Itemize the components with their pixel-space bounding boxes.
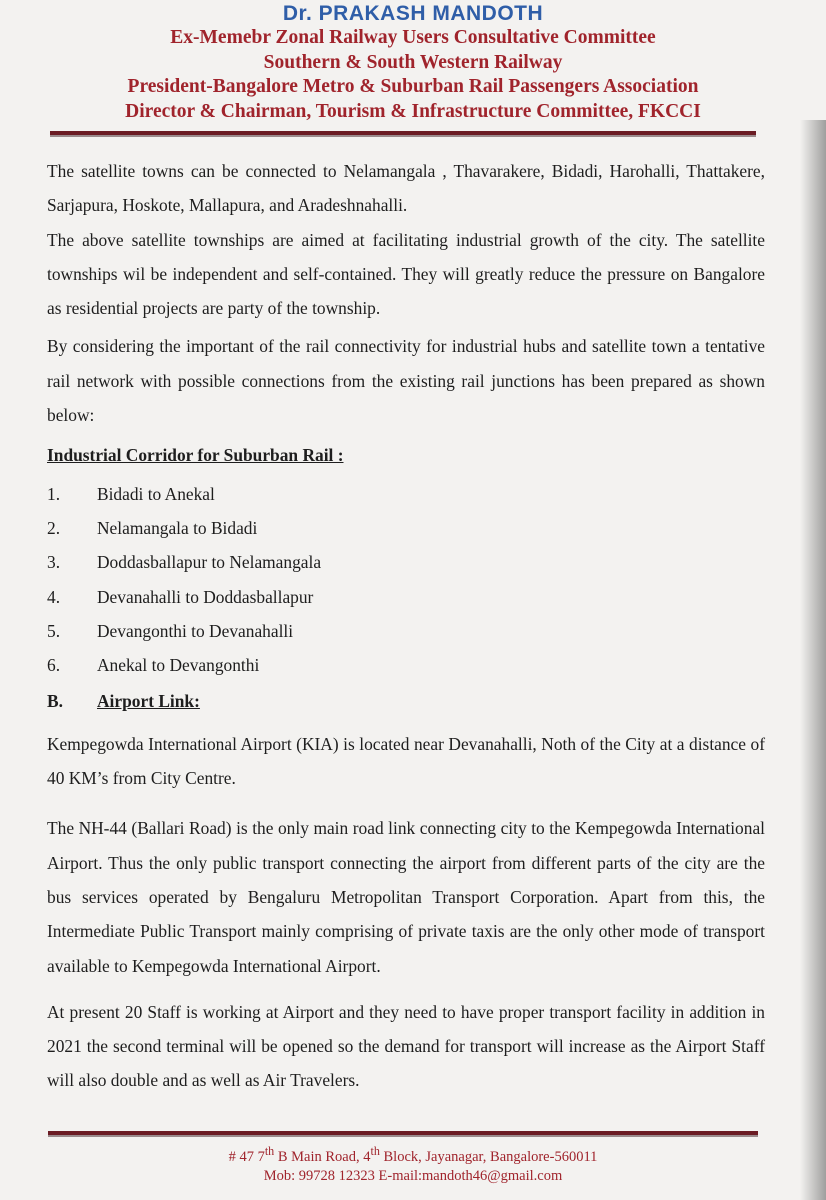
footer-address [0,1142,826,1167]
list-item [47,477,765,511]
letterhead-line-4: Director & Chairman, Tourism & Infrastructure Committee, FKCCI [125,100,701,122]
heading-industrial-corridor: Industrial Corridor for Suburban Rail : [47,445,344,466]
list-item [47,545,765,579]
section-b-letter: B. [47,691,63,712]
paragraph-satellite-towns: The satellite towns can be connected to Nelamangala , Thavarakere, Bidadi, Harohalli, Thattakere, Sarjapura, Hoskote, Mallapura, and Aradeshnahalli. [47,161,765,216]
address-part: B Main Road, 4 [274,1148,371,1165]
list-item-number: 5. [47,620,61,641]
address-part: # 47 7 [228,1148,265,1165]
list-item-text: Anekal to Devangonthi [97,655,260,676]
list-item-text: Doddasballapur to Nelamangala [97,552,322,573]
paragraph-townships-aim: The above satellite townships are aimed at facilitating industrial growth of the city. The satellite townships wil be independent and self-contained. They will greatly reduce the pressure on Bangalore as residential projects are party of the township. [47,229,765,319]
footer [0,1142,826,1186]
section-b-title: Airport Link: [97,691,200,712]
list-item-number: 2. [47,517,61,538]
address-part: Block, Jayanagar, Bangalore-560011 [379,1148,598,1165]
list-item-text: Bidadi to Anekal [97,483,215,504]
list-item-text: Devanahalli to Doddasballapur [97,586,314,607]
list-item-number: 4. [47,586,61,607]
letterhead-divider [50,131,756,137]
letterhead-line-2: Southern & South Western Railway [263,51,563,73]
letterhead [0,2,826,124]
body-content [47,154,765,1098]
list-item-text: Devangonthi to Devanahalli [97,620,294,641]
section-b-heading [47,684,765,718]
footer-contact: Mob: 99728 12323 E-mail:mandoth46@gmail.com [263,1167,563,1184]
paragraph-rail-connectivity: By considering the important of the rail connectivity for industrial hubs and satellite town a tentative rail network with possible connections from the existing rail junctions has been prepared as shown below: [47,336,765,426]
list-item-text: Nelamangala to Bidadi [97,517,258,538]
list-item-number: 6. [47,655,61,676]
paragraph-airport-staff: At present 20 Staff is working at Airport and they need to have proper transport facility in addition in 2021 the second terminal will be opened so the demand for transport will increase as the Airport Staff will also double and as well as Air Travelers. [47,1001,765,1091]
list-item [47,580,765,614]
paragraph-kia-location: Kempegowda International Airport (KIA) is located near Devanahalli, Noth of the City at a distance of 40 KM’s from City Centre. [47,733,765,789]
footer-divider [48,1131,758,1137]
list-item [47,648,765,682]
letterhead-line-1: Ex-Memebr Zonal Railway Users Consultative Committee [170,27,656,48]
list-item-number: 3. [47,552,61,573]
list-item-number: 1. [47,483,61,504]
letterhead-name: Dr. PRAKASH MANDOTH [282,2,544,25]
ordinal-suffix: th [264,1144,275,1158]
list-item [47,511,765,545]
ordinal-suffix: th [370,1144,380,1158]
page-edge-shadow [800,120,826,1200]
letterhead-line-3: President-Bangalore Metro & Suburban Rail Passengers Association [127,76,699,97]
paragraph-nh44-link: The NH-44 (Ballari Road) is the only main road link connecting city to the Kempegowda International Airport. Thus the only public transport connecting the airport from different parts of the city are the bus services operated by Bengaluru Metropolitan Transport Corporation. Apart from this, the Intermediate Public Transport mainly comprising of private taxis are the only other mode of transport available to Kempegowda International Airport. [47,818,765,976]
corridor-list [47,477,765,683]
list-item [47,614,765,648]
